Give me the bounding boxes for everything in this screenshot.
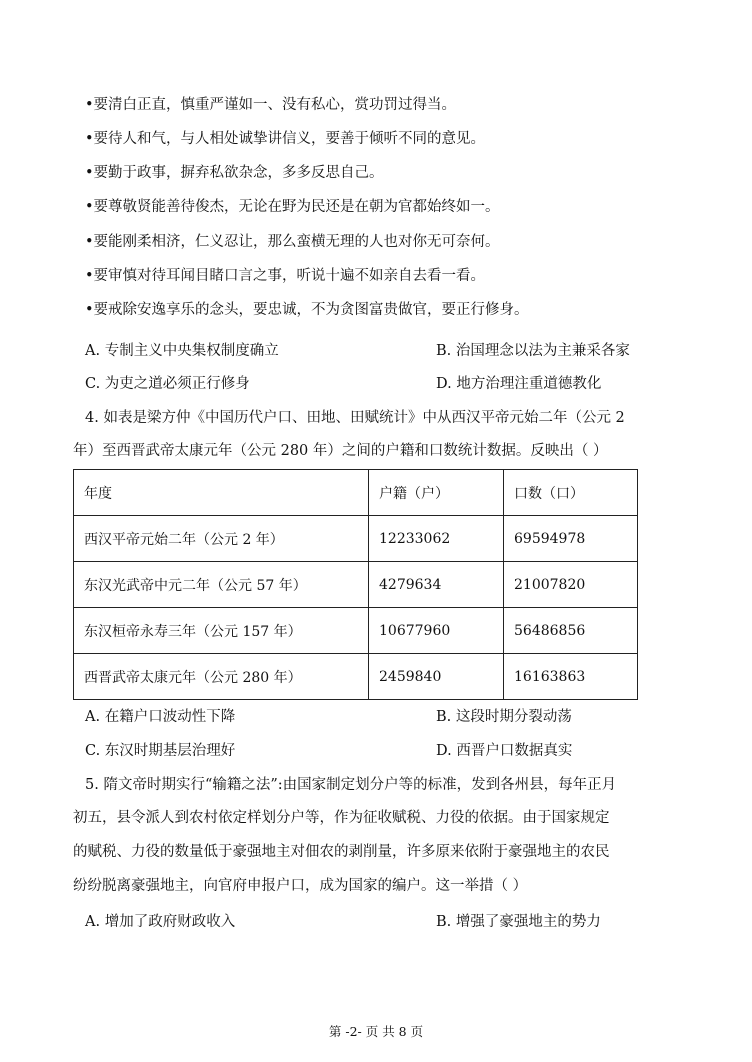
table-row: [74, 608, 638, 654]
q3-option-c: C. 为吏之道必须正行修身: [85, 376, 250, 392]
bullet-item: •要能刚柔相济，仁义忍让，那么蛮横无理的人也对你无可奈何。: [85, 234, 500, 250]
q4-option-a: A. 在籍户口波动性下降: [85, 709, 236, 725]
bullet-item: •要尊敬贤能善待俊杰，无论在野为民还是在朝为官都始终如一。: [85, 199, 500, 215]
table-cell: 21007820: [504, 562, 638, 608]
q5-stem-line: 初五，县令派人到农村依定样划分户等，作为征收赋税、力役的依据。由于国家规定: [73, 810, 610, 826]
q5-option-b: B. 增强了豪强地主的势力: [436, 914, 601, 930]
q3-option-d: D. 地方治理注重道德教化: [436, 376, 602, 392]
table-header-row: [74, 470, 638, 516]
page-footer: 第 -2- 页 共 8 页: [328, 1024, 424, 1039]
bullet-item: •要审慎对待耳闻目睹口言之事，听说十遍不如亲自去看一看。: [85, 268, 486, 284]
table-row: [74, 562, 638, 608]
q4-option-c: C. 东汉时期基层治理好: [85, 743, 236, 759]
q5-stem-line: 的赋税、力役的数量低于豪强地主对佃农的剥削量，许多原来依附于豪强地主的农民: [73, 844, 610, 860]
table-cell: 56486856: [504, 608, 638, 654]
table-header-cell: 口数（口）: [504, 470, 638, 516]
table-cell: 4279634: [369, 562, 504, 608]
q4-stem-line: 年）至西晋武帝太康元年（公元 280 年）之间的户籍和口数统计数据。反映出（ ）: [73, 443, 608, 459]
table-cell: 10677960: [369, 608, 504, 654]
table-cell: 东汉光武帝中元二年（公元 57 年）: [74, 562, 369, 608]
table-cell: 西汉平帝元始二年（公元 2 年）: [74, 516, 369, 562]
bullet-item: •要勤于政事，摒弃私欲杂念，多多反思自己。: [85, 165, 384, 181]
q4-stem-line: 4. 如表是梁方仲《中国历代户口、田地、田赋统计》中从西汉平帝元始二年（公元 2: [85, 410, 625, 426]
household-statistics-table: [73, 469, 638, 700]
bullet-item: •要戒除安逸享乐的念头，要忠诚，不为贪图富贵做官，要正行修身。: [85, 302, 529, 318]
table-cell: 2459840: [369, 654, 504, 700]
table-header-cell: 户籍（户）: [369, 470, 504, 516]
table-cell: 69594978: [504, 516, 638, 562]
table-row: [74, 654, 638, 700]
table-row: [74, 516, 638, 562]
table-cell: 16163863: [504, 654, 638, 700]
table-cell: 西晋武帝太康元年（公元 280 年）: [74, 654, 369, 700]
q5-stem-line: 5. 隋文帝时期实行“输籍之法”:由国家制定划分户等的标准，发到各州县，每年正月: [85, 777, 617, 793]
q3-option-a: A. 专制主义中央集权制度确立: [85, 343, 279, 359]
table-cell: 12233062: [369, 516, 504, 562]
bullet-item: •要待人和气，与人相处诚挚讲信义，要善于倾听不同的意见。: [85, 131, 486, 147]
q4-option-b: B. 这段时期分裂动荡: [436, 709, 572, 725]
table-header-cell: 年度: [74, 470, 369, 516]
table-cell: 东汉桓帝永寿三年（公元 157 年）: [74, 608, 369, 654]
bullet-item: •要清白正直，慎重严谨如一、没有私心，赏功罚过得当。: [85, 97, 457, 113]
q5-option-a: A. 增加了政府财政收入: [85, 914, 236, 930]
q4-option-d: D. 西晋户口数据真实: [436, 743, 573, 759]
q5-stem-line: 纷纷脱离豪强地主，向官府申报户口，成为国家的编户。这一举措（ ）: [73, 878, 528, 894]
q3-option-b: B. 治国理念以法为主兼采各家: [436, 343, 630, 359]
